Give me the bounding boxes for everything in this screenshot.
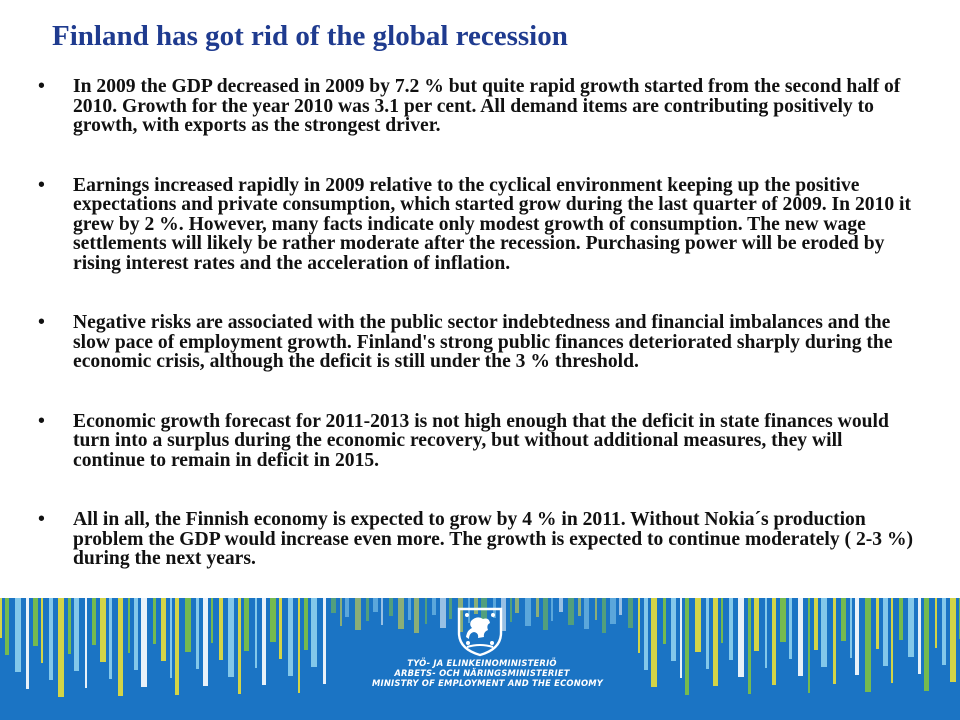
footer-stripe bbox=[899, 598, 903, 640]
footer-stripe bbox=[41, 598, 43, 663]
footer-stripe bbox=[134, 598, 138, 670]
bullet-list bbox=[38, 77, 918, 609]
footer-stripe bbox=[584, 598, 589, 629]
footer-stripe bbox=[950, 598, 956, 682]
bullet-item bbox=[38, 313, 918, 372]
footer-stripe bbox=[304, 598, 308, 650]
footer-stripe bbox=[578, 598, 581, 616]
footer-stripe bbox=[935, 598, 937, 648]
footer-stripe bbox=[432, 598, 436, 615]
footer-stripe bbox=[366, 598, 369, 621]
footer-stripe bbox=[754, 598, 759, 651]
footer-stripe bbox=[185, 598, 191, 652]
footer-stripe bbox=[175, 598, 179, 695]
footer-stripe bbox=[262, 598, 266, 685]
footer-stripe bbox=[141, 598, 147, 687]
footer-stripe bbox=[5, 598, 9, 655]
footer-stripe bbox=[568, 598, 574, 625]
bullet-dot: • bbox=[38, 312, 45, 333]
footer-stripe bbox=[780, 598, 786, 642]
footer-stripe bbox=[109, 598, 112, 679]
bullet-item bbox=[38, 412, 918, 471]
footer-stripe bbox=[15, 598, 21, 672]
footer-stripe bbox=[559, 598, 563, 612]
footer-stripe bbox=[211, 598, 213, 643]
bullet-text: Earnings increased rapidly in 2009 relative to the cyclical environment keeping up the positive expectations and private consumption, which started grow during the last quarter of 2009. In 2010 it grew by 2 %. However, many facts indicate only modest growth of consumption. The new wage settlements will likely be rather moderate after the recession. Purchasing power will be eroded by rising interest rates and the acceleration of inflation. bbox=[73, 174, 912, 274]
footer-stripe bbox=[381, 598, 383, 625]
footer-stripe bbox=[244, 598, 249, 651]
footer-stripe bbox=[33, 598, 38, 646]
footer-stripe bbox=[713, 598, 718, 686]
footer-stripe bbox=[128, 598, 130, 653]
footer-stripe bbox=[772, 598, 776, 685]
footer-stripe bbox=[525, 598, 531, 626]
ministry-name bbox=[372, 658, 604, 688]
footer-stripe bbox=[255, 598, 257, 668]
footer-stripe bbox=[644, 598, 648, 670]
footer-stripe bbox=[628, 598, 633, 628]
bullet-text: Economic growth forecast for 2011-2013 is not high enough that the deficit in state finances would turn into a surplus during the economic recovery, but without additional measures, they will continue to remain in deficit in 2015. bbox=[73, 410, 889, 471]
footer-stripe bbox=[228, 598, 234, 677]
footer-stripe bbox=[408, 598, 411, 620]
footer-stripe bbox=[170, 598, 172, 678]
footer-stripe bbox=[729, 598, 733, 660]
footer-stripe bbox=[100, 598, 106, 662]
footer-stripe bbox=[270, 598, 276, 642]
footer-stripe bbox=[942, 598, 946, 665]
footer-stripe bbox=[841, 598, 846, 641]
footer-stripe bbox=[876, 598, 879, 649]
footer-stripe bbox=[883, 598, 888, 666]
footer-stripe bbox=[311, 598, 317, 667]
bullet-text: All in all, the Finnish economy is expected to grow by 4 % in 2011. Without Nokia´s production problem the GDP would increase even more. The growth is expected to continue moderately ( 2-3 %) during the next years. bbox=[73, 509, 914, 569]
footer-stripe bbox=[814, 598, 818, 650]
footer-stripe bbox=[595, 598, 597, 620]
footer-stripe bbox=[355, 598, 361, 630]
footer-stripe bbox=[323, 598, 326, 684]
footer-stripe bbox=[58, 598, 64, 697]
footer-stripe bbox=[663, 598, 666, 644]
footer-stripe bbox=[118, 598, 123, 696]
slide-title: Finland has got rid of the global recession bbox=[52, 20, 568, 52]
footer-stripe bbox=[865, 598, 871, 692]
footer-stripe bbox=[0, 598, 2, 638]
footer-stripe bbox=[203, 598, 208, 686]
footer-stripe bbox=[74, 598, 79, 671]
bullet-item bbox=[38, 510, 918, 569]
footer-stripe bbox=[680, 598, 682, 678]
footer-stripe bbox=[345, 598, 349, 617]
footer-stripe bbox=[536, 598, 539, 617]
footer-stripe bbox=[551, 598, 553, 621]
footer-stripe bbox=[891, 598, 893, 683]
footer-stripe bbox=[695, 598, 701, 652]
footer-stripe bbox=[414, 598, 419, 633]
footer-stripe bbox=[196, 598, 199, 669]
ministry-name-swedish: ARBETS- OCH NÄRINGSMINISTERIET bbox=[394, 668, 570, 678]
footer-stripe bbox=[833, 598, 836, 684]
footer-stripe bbox=[85, 598, 87, 688]
footer-stripe bbox=[219, 598, 223, 660]
footer-stripe bbox=[543, 598, 548, 630]
footer-stripe bbox=[510, 598, 512, 622]
footer-stripe bbox=[721, 598, 723, 643]
ministry-name-english: MINISTRY OF EMPLOYMENT AND THE ECONOMY bbox=[372, 678, 604, 688]
footer-stripe bbox=[748, 598, 751, 694]
footer-stripe bbox=[340, 598, 342, 626]
footer-stripe bbox=[619, 598, 622, 615]
footer-stripe bbox=[298, 598, 300, 693]
bullet-dot: • bbox=[38, 410, 45, 432]
footer-stripe bbox=[279, 598, 282, 659]
footer-stripe bbox=[789, 598, 792, 659]
bullet-item bbox=[38, 77, 918, 136]
footer-stripe bbox=[373, 598, 378, 612]
footer-stripe bbox=[68, 598, 71, 654]
footer-stripe bbox=[425, 598, 427, 624]
footer-stripe bbox=[651, 598, 657, 687]
footer-stripe bbox=[602, 598, 606, 633]
footer-stripe bbox=[765, 598, 767, 668]
footer-stripe bbox=[808, 598, 810, 693]
footer-stripe bbox=[288, 598, 293, 676]
footer-stripe bbox=[738, 598, 744, 677]
footer-stripe bbox=[638, 598, 640, 653]
footer-stripe bbox=[850, 598, 852, 658]
bullet-dot: • bbox=[38, 509, 45, 530]
footer-stripe bbox=[153, 598, 156, 644]
footer-stripe bbox=[161, 598, 166, 661]
bullet-text: Negative risks are associated with the public sector indebtedness and financial imbalances and the slow pace of employment growth. Finland's strong public finances deteriorated sharply during the economic crisis, although the deficit is still under the 3 % threshold. bbox=[73, 312, 893, 372]
finnish-lion-coat-of-arms-icon bbox=[455, 603, 505, 657]
bullet-text: In 2009 the GDP decreased in 2009 by 7.2 % but quite rapid growth started from the second half of 2010. Growth for the year 2010 was 3.1 per cent. All demand items are contributing positively to growth, with exports as the strongest driver. bbox=[73, 76, 901, 136]
footer-stripe bbox=[49, 598, 53, 680]
footer-stripe bbox=[92, 598, 96, 645]
footer-stripe bbox=[908, 598, 914, 657]
footer-stripe bbox=[706, 598, 709, 669]
footer-stripe bbox=[798, 598, 803, 676]
footer-stripe bbox=[449, 598, 452, 619]
footer-stripe bbox=[331, 598, 336, 613]
footer-stripe bbox=[671, 598, 676, 661]
footer-stripe bbox=[924, 598, 929, 691]
footer-stripe bbox=[855, 598, 859, 675]
bullet-item bbox=[38, 176, 918, 274]
bullet-dot: • bbox=[38, 174, 45, 196]
footer-stripe bbox=[610, 598, 616, 624]
ministry-name-finnish: TYÖ- JA ELINKEINOMINISTERIÖ bbox=[407, 658, 557, 668]
footer-stripe bbox=[398, 598, 404, 629]
bullet-dot: • bbox=[38, 76, 45, 97]
footer-stripe bbox=[389, 598, 393, 616]
footer-stripe bbox=[918, 598, 921, 674]
footer-stripe bbox=[26, 598, 29, 689]
footer-stripe bbox=[515, 598, 519, 613]
footer-stripe bbox=[238, 598, 241, 694]
footer-stripe bbox=[440, 598, 446, 628]
footer-stripe bbox=[685, 598, 689, 695]
footer-stripe bbox=[821, 598, 827, 667]
